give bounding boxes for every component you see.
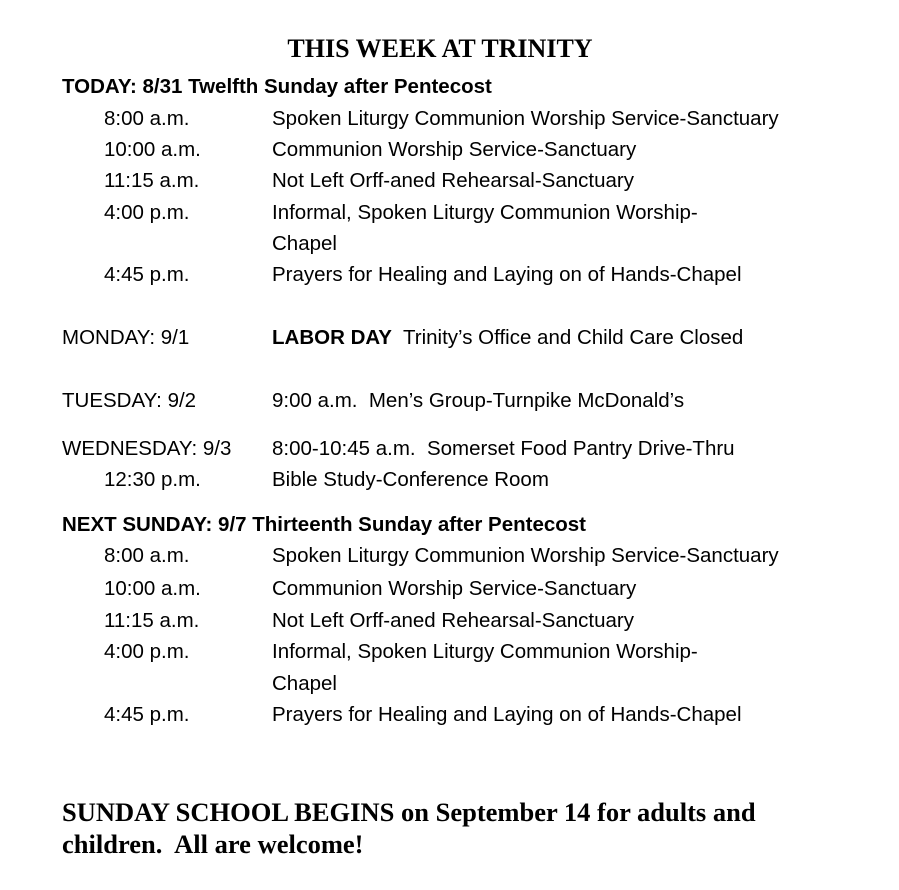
event-description: Spoken Liturgy Communion Worship Service-Sanctuary xyxy=(272,544,779,567)
today-heading: TODAY: 8/31 Twelfth Sunday after Pentecost xyxy=(62,75,492,98)
event-time: 4:45 p.m. xyxy=(104,263,190,286)
tuesday-label: TUESDAY: 9/2 xyxy=(62,389,197,412)
event-description: Informal, Spoken Liturgy Communion Worship- xyxy=(272,201,698,224)
event-time: 4:45 p.m. xyxy=(104,703,190,726)
wednesday-event: 8:00-10:45 a.m. Somerset Food Pantry Drive-Thru xyxy=(272,437,735,460)
event-description: Prayers for Healing and Laying on of Hands-Chapel xyxy=(272,263,742,286)
event-description: Informal, Spoken Liturgy Communion Worship- xyxy=(272,640,698,663)
wednesday-label: WEDNESDAY: 9/3 xyxy=(62,437,232,460)
announcement-line-1: SUNDAY SCHOOL BEGINS on September 14 for adults and xyxy=(62,797,756,827)
event-time: 11:15 a.m. xyxy=(104,609,200,632)
monday-event xyxy=(272,325,743,351)
event-time: 8:00 a.m. xyxy=(104,107,190,130)
event-time: 10:00 a.m. xyxy=(104,138,201,161)
event-description: Not Left Orff-aned Rehearsal-Sanctuary xyxy=(272,609,634,632)
page-title: THIS WEEK AT TRINITY xyxy=(287,34,593,63)
event-time: 12:30 p.m. xyxy=(104,468,201,491)
event-time: 8:00 a.m. xyxy=(104,544,190,567)
event-description: Spoken Liturgy Communion Worship Service-Sanctuary xyxy=(272,107,779,130)
labor-day-label: LABOR DAY xyxy=(272,326,392,349)
event-description: Communion Worship Service-Sanctuary xyxy=(272,577,637,600)
event-description: Not Left Orff-aned Rehearsal-Sanctuary xyxy=(272,169,634,192)
event-description-continued: Chapel xyxy=(272,672,337,695)
event-time: 4:00 p.m. xyxy=(104,640,190,663)
sunday-school-announcement xyxy=(62,796,862,860)
monday-event-text: Trinity’s Office and Child Care Closed xyxy=(391,326,744,349)
announcement-line-2: children. All are welcome! xyxy=(62,829,364,859)
event-description: Bible Study-Conference Room xyxy=(272,468,549,491)
event-time: 4:00 p.m. xyxy=(104,201,190,224)
event-description: Communion Worship Service-Sanctuary xyxy=(272,138,637,161)
event-description: Prayers for Healing and Laying on of Hands-Chapel xyxy=(272,703,742,726)
next-sunday-heading: NEXT SUNDAY: 9/7 Thirteenth Sunday after Pentecost xyxy=(62,513,587,536)
tuesday-event: 9:00 a.m. Men’s Group-Turnpike McDonald’s xyxy=(272,389,685,412)
event-description-continued: Chapel xyxy=(272,232,337,255)
event-time: 10:00 a.m. xyxy=(104,577,201,600)
event-time: 11:15 a.m. xyxy=(104,169,200,192)
monday-label: MONDAY: 9/1 xyxy=(62,326,190,349)
